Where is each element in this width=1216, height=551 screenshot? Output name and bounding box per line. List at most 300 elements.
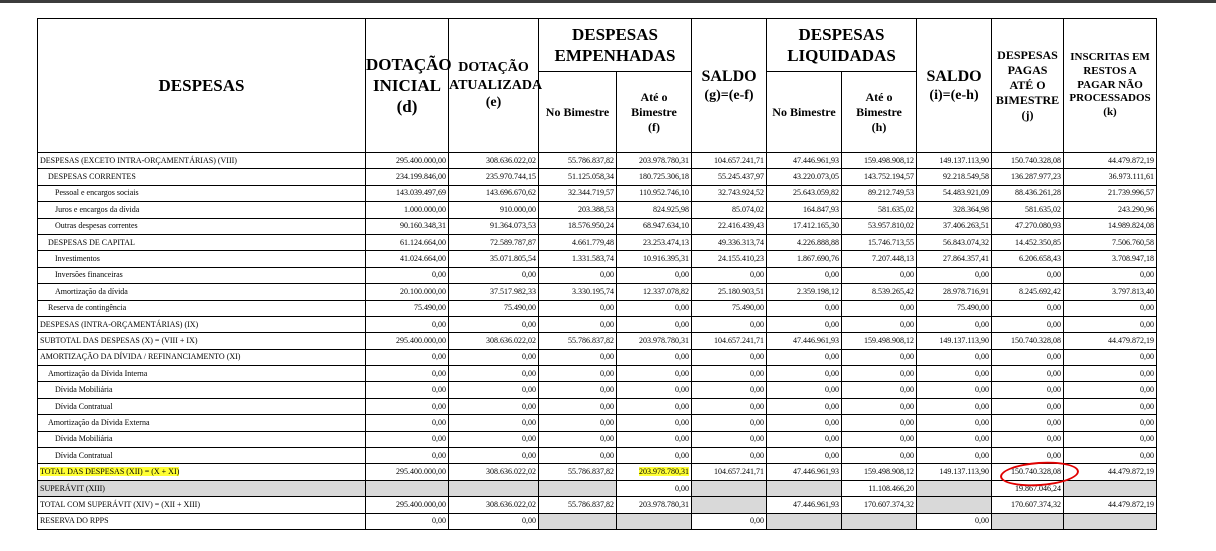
cell-value	[692, 202, 767, 218]
report-sheet	[0, 3, 1216, 551]
cell-value	[917, 284, 992, 300]
cell-value	[449, 497, 539, 513]
cell-value	[992, 333, 1064, 349]
row-label	[38, 464, 366, 480]
cell-value-text: 0,00	[825, 450, 839, 460]
cell-value	[366, 218, 449, 234]
cell-value-text: 0,00	[825, 385, 839, 395]
header-text: DESPESAS	[798, 24, 885, 44]
cell-value	[617, 415, 692, 431]
cell-value	[767, 497, 842, 513]
cell-value	[617, 464, 692, 480]
cell-value-text: 49.336.313,74	[718, 237, 764, 247]
cell-value	[366, 234, 449, 250]
cell-value	[449, 480, 539, 496]
header-liquidadas	[767, 19, 917, 72]
cell-value	[692, 398, 767, 414]
cell-value-text: 0,00	[522, 401, 536, 411]
cell-value-text: 0,00	[432, 368, 446, 378]
cell-value-text: 0,00	[522, 417, 536, 427]
cell-value	[1064, 316, 1157, 332]
cell-value-text: 0,00	[975, 368, 990, 378]
row-label	[38, 185, 366, 201]
cell-value-text: 0,00	[750, 516, 764, 526]
cell-value-text: 0,00	[432, 270, 446, 280]
cell-value-text: 0,00	[675, 270, 689, 280]
cell-value	[767, 333, 842, 349]
cell-value-text: 0,00	[975, 516, 990, 526]
cell-value-text: 44.479.872,19	[1108, 467, 1155, 477]
cell-value	[366, 366, 449, 382]
cell-value-text: 54.483.921,09	[943, 188, 990, 198]
table-row	[38, 366, 1157, 382]
cell-value-text: 143.752.194,57	[864, 172, 915, 182]
cell-value	[767, 464, 842, 480]
cell-value	[449, 218, 539, 234]
cell-value-text: 0,00	[432, 516, 446, 526]
row-label	[38, 333, 366, 349]
cell-value-text: 37.406.263,51	[943, 221, 990, 231]
cell-value	[366, 153, 449, 169]
cell-value-text: 0,00	[522, 434, 536, 444]
cell-value	[449, 202, 539, 218]
row-label-text: DESPESAS (INTRA-ORÇAMENTÁRIAS) (IX)	[40, 319, 199, 329]
cell-value	[842, 349, 917, 365]
cell-value	[1064, 267, 1157, 283]
cell-value	[617, 153, 692, 169]
cell-value-text: 0,00	[600, 352, 614, 362]
table-row	[38, 480, 1157, 496]
cell-value	[366, 251, 449, 267]
cell-value-text: 14.452.350,85	[1015, 237, 1062, 247]
cell-value-text: 143.696.670,62	[486, 188, 536, 198]
cell-value	[992, 218, 1064, 234]
cell-value	[617, 333, 692, 349]
cell-value	[539, 316, 617, 332]
cell-value-text: 35.071.805,54	[490, 254, 536, 264]
cell-value	[539, 448, 617, 464]
cell-value-text: 295.400.000,00	[396, 499, 446, 509]
cell-value	[692, 448, 767, 464]
cell-value	[539, 415, 617, 431]
cell-value	[1064, 480, 1157, 496]
cell-value-text: 295.400.000,00	[396, 467, 446, 477]
cell-value	[692, 464, 767, 480]
table-row	[38, 333, 1157, 349]
cell-value	[842, 431, 917, 447]
cell-value-text: 0,00	[675, 319, 689, 329]
cell-value	[917, 185, 992, 201]
cell-value-text: 0,00	[1140, 417, 1155, 427]
cell-value	[992, 513, 1064, 529]
table-row	[38, 497, 1157, 513]
row-label	[38, 267, 366, 283]
cell-value-text: 0,00	[975, 352, 990, 362]
cell-value-text: 0,00	[750, 368, 764, 378]
cell-value	[692, 267, 767, 283]
cell-value	[449, 349, 539, 365]
cell-value-text: 0,00	[432, 401, 446, 411]
cell-value-text: 0,00	[1140, 401, 1155, 411]
cell-value-text: 0,00	[600, 385, 614, 395]
cell-value-text: 75.490,00	[504, 303, 536, 313]
cell-value	[692, 366, 767, 382]
row-label-text: SUPERÁVIT (XIII)	[40, 483, 105, 493]
cell-value-text: 68.947.634,10	[643, 221, 689, 231]
cell-value	[992, 284, 1064, 300]
cell-value	[842, 300, 917, 316]
header-text: LIQUIDADAS	[787, 46, 896, 65]
cell-value-text: 27.864.357,41	[943, 254, 990, 264]
row-label	[38, 366, 366, 382]
cell-value	[692, 300, 767, 316]
cell-value-text: 0,00	[1140, 270, 1155, 280]
cell-value-text: 25.643.059,82	[793, 188, 839, 198]
cell-value	[1064, 234, 1157, 250]
cell-value-text: 0,00	[900, 270, 915, 280]
table-header	[38, 19, 1157, 153]
cell-value-text: 136.287.977,23	[1011, 172, 1062, 182]
cell-value	[1064, 366, 1157, 382]
header-text: RESTOS A	[1083, 64, 1137, 77]
cell-value	[917, 431, 992, 447]
cell-value-text: 0,00	[1140, 385, 1155, 395]
cell-value-text: 0,00	[825, 417, 839, 427]
header-text: (e)	[485, 95, 502, 111]
cell-value	[767, 415, 842, 431]
cell-value	[692, 218, 767, 234]
cell-value	[692, 333, 767, 349]
cell-value-text: 234.199.846,00	[396, 172, 446, 182]
cell-value-text: 0,00	[975, 270, 990, 280]
cell-value-text: 0,00	[975, 401, 990, 411]
cell-value-text: 0,00	[675, 303, 689, 313]
cell-value	[692, 284, 767, 300]
cell-value-text: 0,00	[900, 450, 915, 460]
cell-value	[449, 366, 539, 382]
cell-value	[617, 398, 692, 414]
row-label	[38, 300, 366, 316]
cell-value	[539, 251, 617, 267]
cell-value-text: 3.330.195,74	[572, 286, 614, 296]
header-text: (i)=(e-h)	[929, 87, 979, 103]
cell-value	[366, 349, 449, 365]
cell-value-text: 0,00	[975, 434, 990, 444]
cell-value	[842, 316, 917, 332]
cell-value	[617, 366, 692, 382]
header-inscritas	[1064, 19, 1157, 153]
cell-value	[1064, 333, 1157, 349]
cell-value-text: 0,00	[600, 417, 614, 427]
cell-value	[917, 153, 992, 169]
cell-value	[767, 300, 842, 316]
cell-value	[767, 480, 842, 496]
row-label-text: Juros e encargos da dívida	[55, 204, 140, 214]
cell-value-text: 0,00	[432, 352, 446, 362]
cell-value	[917, 448, 992, 464]
cell-value-text: 55.786.837,82	[568, 467, 614, 477]
cell-value-text: 581.635,02	[878, 204, 915, 214]
cell-value-text: 47.446.961,93	[793, 467, 839, 477]
header-text: DOTAÇÃO	[366, 54, 452, 74]
row-label	[38, 497, 366, 513]
cell-value	[617, 185, 692, 201]
table-row	[38, 415, 1157, 431]
cell-value-text: 824.925,98	[653, 204, 689, 214]
header-text: Até o	[865, 89, 893, 104]
cell-value	[449, 431, 539, 447]
cell-value-text: 0,00	[900, 352, 915, 362]
row-label-text: RESERVA DO RPPS	[40, 516, 109, 526]
row-label-text: Dívida Contratual	[55, 401, 113, 411]
cell-value	[917, 234, 992, 250]
row-label-text: SUBTOTAL DAS DESPESAS (X) = (VIII + IX)	[40, 335, 198, 345]
row-label	[38, 202, 366, 218]
cell-value-text: 150.740.328,08	[1011, 155, 1062, 165]
cell-value-text: 44.479.872,19	[1108, 335, 1155, 345]
cell-value-text: 1.331.583,74	[572, 254, 614, 264]
cell-value	[539, 333, 617, 349]
cell-value-text: 20.100.000,00	[400, 286, 446, 296]
cell-value-text: 0,00	[675, 483, 689, 493]
cell-value-text: 0,00	[825, 434, 839, 444]
cell-value	[617, 431, 692, 447]
row-label-text: Dívida Mobiliária	[55, 385, 113, 395]
cell-value-text: 308.636.022,02	[486, 467, 536, 477]
cell-value-text: 0,00	[1140, 368, 1155, 378]
cell-value	[539, 513, 617, 529]
cell-value-text: 55.786.837,82	[568, 155, 614, 165]
cell-value-text: 0,00	[750, 352, 764, 362]
cell-value-text: 22.416.439,43	[718, 221, 764, 231]
cell-value	[992, 398, 1064, 414]
cell-value	[1064, 202, 1157, 218]
cell-value	[692, 185, 767, 201]
cell-value	[692, 234, 767, 250]
cell-value-text: 0,00	[750, 401, 764, 411]
cell-value	[449, 234, 539, 250]
header-text: DESPESAS	[997, 48, 1058, 62]
cell-value	[617, 234, 692, 250]
table-row	[38, 398, 1157, 414]
cell-value	[842, 169, 917, 185]
cell-value	[449, 185, 539, 201]
cell-value-text: 295.400.000,00	[396, 335, 446, 345]
header-emp-no-bimestre: No Bimestre	[539, 72, 617, 153]
cell-value-text: 75.490,00	[732, 303, 764, 313]
cell-value	[992, 349, 1064, 365]
cell-value	[842, 267, 917, 283]
cell-value	[449, 382, 539, 398]
cell-value-text: 328.364,98	[953, 204, 990, 214]
cell-value	[1064, 153, 1157, 169]
cell-value	[539, 234, 617, 250]
cell-value-text: 0,00	[1047, 368, 1062, 378]
cell-value	[842, 234, 917, 250]
row-label	[38, 234, 366, 250]
cell-value	[917, 349, 992, 365]
row-label-text: Investimentos	[55, 254, 100, 264]
table-row	[38, 513, 1157, 529]
cell-value	[767, 202, 842, 218]
cell-value-text: 0,00	[900, 319, 915, 329]
cell-value-text: 37.517.982,33	[490, 286, 536, 296]
cell-value-text: 36.973.111,61	[1108, 172, 1155, 182]
table-row	[38, 218, 1157, 234]
cell-value	[366, 300, 449, 316]
cell-value	[366, 185, 449, 201]
cell-value	[449, 284, 539, 300]
cell-value	[992, 382, 1064, 398]
cell-value-text: 0,00	[1140, 303, 1155, 313]
cell-value	[539, 218, 617, 234]
cell-value-text: 88.436.261,28	[1015, 188, 1062, 198]
cell-value-text: 0,00	[750, 319, 764, 329]
cell-value-text: 0,00	[600, 401, 614, 411]
cell-value-text: 150.740.328,08	[1011, 467, 1062, 477]
cell-value	[917, 415, 992, 431]
cell-value	[449, 267, 539, 283]
cell-value	[1064, 185, 1157, 201]
cell-value	[992, 169, 1064, 185]
cell-value-text: 203.978.780,31	[639, 467, 689, 477]
cell-value-text: 0,00	[522, 385, 536, 395]
cell-value-text: 0,00	[1140, 434, 1155, 444]
cell-value	[366, 415, 449, 431]
cell-value	[617, 267, 692, 283]
cell-value-text: 0,00	[825, 270, 839, 280]
cell-value	[449, 300, 539, 316]
cell-value	[767, 513, 842, 529]
cell-value	[917, 333, 992, 349]
cell-value-text: 6.206.658,43	[1019, 254, 1062, 264]
table-row	[38, 349, 1157, 365]
cell-value	[842, 382, 917, 398]
cell-value-text: 235.970.744,15	[486, 172, 536, 182]
cell-value	[767, 316, 842, 332]
cell-value-text: 104.657.241,71	[714, 155, 764, 165]
cell-value-text: 0,00	[1047, 352, 1062, 362]
row-label	[38, 316, 366, 332]
cell-value-text: 19.867.046,24	[1015, 483, 1062, 493]
cell-value-text: 0,00	[975, 319, 990, 329]
cell-value	[539, 185, 617, 201]
row-label	[38, 382, 366, 398]
cell-value-text: 0,00	[750, 270, 764, 280]
cell-value-text: 41.024.664,00	[400, 254, 446, 264]
cell-value	[917, 169, 992, 185]
table-row	[38, 202, 1157, 218]
cell-value	[842, 366, 917, 382]
cell-value-text: 243.290,96	[1118, 204, 1155, 214]
cell-value	[1064, 218, 1157, 234]
cell-value	[767, 366, 842, 382]
cell-value-text: 0,00	[522, 516, 536, 526]
cell-value-text: 32.743.924,52	[718, 188, 764, 198]
cell-value-text: 159.498.908,12	[864, 335, 915, 345]
row-label-text: TOTAL DAS DESPESAS (XII) = (X + XI)	[40, 467, 180, 477]
cell-value-text: 0,00	[825, 319, 839, 329]
cell-value-text: 0,00	[600, 319, 614, 329]
row-label-text: Inversões financeiras	[55, 270, 123, 280]
cell-value-text: 0,00	[675, 385, 689, 395]
cell-value	[539, 153, 617, 169]
cell-value-text: 0,00	[432, 385, 446, 395]
cell-value	[767, 251, 842, 267]
cell-value-text: 3.797.813,40	[1112, 286, 1155, 296]
cell-value	[842, 333, 917, 349]
cell-value	[992, 267, 1064, 283]
cell-value	[992, 153, 1064, 169]
cell-value-text: 47.446.961,93	[793, 155, 839, 165]
cell-value	[1064, 431, 1157, 447]
header-text: ATÉ O	[1009, 78, 1046, 92]
cell-value-text: 89.212.749,53	[868, 188, 915, 198]
row-label	[38, 513, 366, 529]
cell-value-text: 90.160.348,31	[400, 221, 446, 231]
cell-value	[539, 300, 617, 316]
cell-value	[917, 464, 992, 480]
cell-value-text: 47.446.961,93	[793, 335, 839, 345]
cell-value	[992, 415, 1064, 431]
cell-value-text: 14.989.824,08	[1108, 221, 1155, 231]
cell-value-text: 15.746.713,55	[868, 237, 915, 247]
cell-value-text: 2.359.198,12	[797, 286, 839, 296]
cell-value	[366, 316, 449, 332]
cell-value-text: 1.000.000,00	[404, 204, 446, 214]
cell-value	[767, 169, 842, 185]
cell-value-text: 0,00	[900, 401, 915, 411]
row-label-text: Dívida Mobiliária	[55, 434, 113, 444]
cell-value	[992, 202, 1064, 218]
cell-value	[617, 300, 692, 316]
row-label	[38, 284, 366, 300]
cell-value	[366, 284, 449, 300]
cell-value	[539, 480, 617, 496]
cell-value	[617, 284, 692, 300]
cell-value-text: 25.180.903,51	[718, 286, 764, 296]
cell-value-text: 149.137.113,90	[939, 335, 990, 345]
cell-value	[617, 349, 692, 365]
cell-value-text: 0,00	[1047, 434, 1062, 444]
header-pagas	[992, 19, 1064, 153]
table-row	[38, 169, 1157, 185]
row-label	[38, 480, 366, 496]
header-text: BIMESTRE	[995, 93, 1060, 107]
cell-value-text: 72.589.787,87	[490, 237, 536, 247]
cell-value	[366, 333, 449, 349]
cell-value	[842, 448, 917, 464]
cell-value	[1064, 349, 1157, 365]
cell-value	[842, 185, 917, 201]
cell-value-text: 10.916.395,31	[643, 254, 689, 264]
cell-value	[992, 251, 1064, 267]
cell-value-text: 7.207.448,13	[872, 254, 915, 264]
cell-value	[692, 497, 767, 513]
row-label-text: Amortização da dívida	[55, 286, 128, 296]
cell-value	[539, 431, 617, 447]
cell-value-text: 0,00	[750, 434, 764, 444]
cell-value	[1064, 398, 1157, 414]
header-saldo-i	[917, 19, 992, 153]
row-label-text: DESPESAS DE CAPITAL	[48, 237, 135, 247]
cell-value	[692, 251, 767, 267]
cell-value-text: 0,00	[1047, 450, 1062, 460]
cell-value	[842, 464, 917, 480]
row-label	[38, 398, 366, 414]
header-saldo-g	[692, 19, 767, 153]
cell-value-text: 0,00	[825, 352, 839, 362]
